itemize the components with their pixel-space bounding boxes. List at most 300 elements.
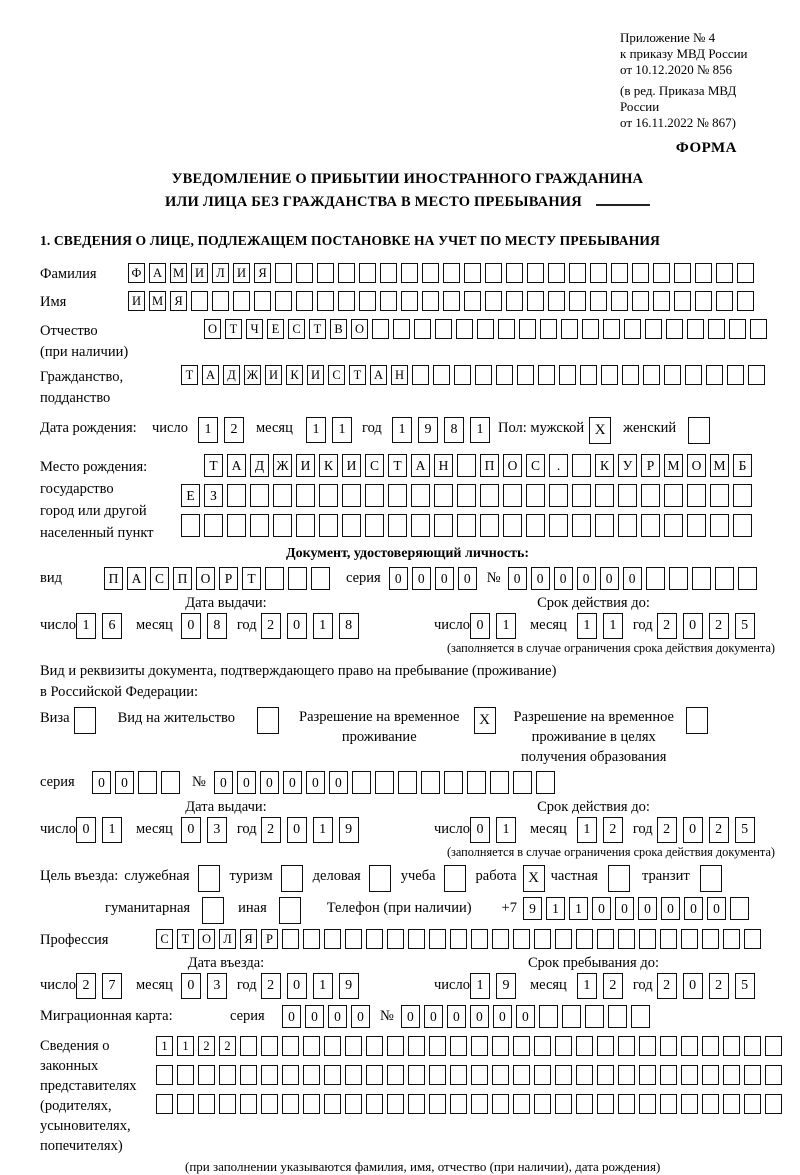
char-box[interactable] xyxy=(471,1036,488,1056)
char-box[interactable] xyxy=(338,291,355,311)
char-box[interactable] xyxy=(611,263,628,283)
char-box[interactable]: З xyxy=(204,484,223,507)
char-box[interactable] xyxy=(498,319,515,339)
char-box[interactable] xyxy=(737,291,754,311)
char-box[interactable] xyxy=(603,319,620,339)
char-box[interactable] xyxy=(401,291,418,311)
char-box[interactable] xyxy=(311,567,330,590)
char-box[interactable] xyxy=(681,1036,698,1056)
char-box[interactable]: 1 xyxy=(313,817,333,843)
char-box[interactable] xyxy=(569,263,586,283)
char-box[interactable]: Б xyxy=(733,454,752,477)
char-box[interactable] xyxy=(645,319,662,339)
checkbox-temp-residence-edu[interactable] xyxy=(686,707,708,734)
char-box[interactable]: Д xyxy=(223,365,240,385)
char-box[interactable] xyxy=(282,1036,299,1056)
char-box[interactable] xyxy=(601,365,618,385)
char-box[interactable]: М xyxy=(710,454,729,477)
char-box[interactable]: М xyxy=(664,454,683,477)
char-box[interactable] xyxy=(559,365,576,385)
char-box[interactable] xyxy=(450,1065,467,1085)
char-box[interactable] xyxy=(618,514,637,537)
char-box[interactable] xyxy=(408,1065,425,1085)
char-box[interactable] xyxy=(450,1094,467,1114)
char-box[interactable]: 2 xyxy=(224,417,244,443)
char-box[interactable] xyxy=(653,263,670,283)
char-box[interactable]: 1 xyxy=(577,973,597,999)
char-box[interactable] xyxy=(706,365,723,385)
char-box[interactable] xyxy=(580,365,597,385)
char-box[interactable] xyxy=(138,771,157,794)
char-box[interactable]: О xyxy=(503,454,522,477)
char-box[interactable] xyxy=(282,1065,299,1085)
char-box[interactable] xyxy=(526,514,545,537)
char-box[interactable]: С xyxy=(288,319,305,339)
char-box[interactable]: 0 xyxy=(328,1005,347,1028)
char-box[interactable] xyxy=(549,484,568,507)
char-box[interactable] xyxy=(618,929,635,949)
char-box[interactable] xyxy=(660,1065,677,1085)
char-box[interactable] xyxy=(433,365,450,385)
char-box[interactable]: 9 xyxy=(339,973,359,999)
char-box[interactable] xyxy=(576,1094,593,1114)
char-box[interactable]: 0 xyxy=(282,1005,301,1028)
char-box[interactable]: 2 xyxy=(709,817,729,843)
char-box[interactable] xyxy=(422,263,439,283)
char-box[interactable]: 0 xyxy=(181,817,201,843)
char-box[interactable]: В xyxy=(330,319,347,339)
checkbox-business[interactable] xyxy=(369,865,391,892)
char-box[interactable]: 0 xyxy=(470,613,490,639)
char-box[interactable]: О xyxy=(196,567,215,590)
char-box[interactable]: 7 xyxy=(102,973,122,999)
char-box[interactable] xyxy=(695,263,712,283)
char-box[interactable]: 0 xyxy=(470,1005,489,1028)
char-box[interactable]: 1 xyxy=(313,973,333,999)
char-box[interactable]: 1 xyxy=(470,417,490,443)
char-box[interactable] xyxy=(765,1094,782,1114)
char-box[interactable] xyxy=(646,567,665,590)
char-box[interactable] xyxy=(366,1065,383,1085)
char-box[interactable]: 0 xyxy=(412,567,431,590)
char-box[interactable]: 0 xyxy=(508,567,527,590)
char-box[interactable]: 0 xyxy=(181,973,201,999)
char-box[interactable]: 0 xyxy=(592,897,611,920)
char-box[interactable]: 1 xyxy=(470,973,490,999)
char-box[interactable] xyxy=(748,365,765,385)
char-box[interactable]: 8 xyxy=(444,417,464,443)
char-box[interactable] xyxy=(393,319,410,339)
char-box[interactable]: 0 xyxy=(389,567,408,590)
char-box[interactable]: 0 xyxy=(447,1005,466,1028)
char-box[interactable] xyxy=(576,1036,593,1056)
char-box[interactable] xyxy=(240,1094,257,1114)
char-box[interactable] xyxy=(750,319,767,339)
char-box[interactable]: Ч xyxy=(246,319,263,339)
char-box[interactable]: 2 xyxy=(198,1036,215,1056)
char-box[interactable] xyxy=(319,484,338,507)
char-box[interactable] xyxy=(549,514,568,537)
char-box[interactable]: И xyxy=(307,365,324,385)
char-box[interactable] xyxy=(261,1036,278,1056)
char-box[interactable]: Л xyxy=(219,929,236,949)
char-box[interactable]: 2 xyxy=(657,817,677,843)
char-box[interactable]: Т xyxy=(181,365,198,385)
checkbox-study[interactable] xyxy=(444,865,466,892)
char-box[interactable] xyxy=(622,365,639,385)
checkbox-visa[interactable] xyxy=(74,707,96,734)
char-box[interactable] xyxy=(372,319,389,339)
char-box[interactable]: 8 xyxy=(207,613,227,639)
char-box[interactable] xyxy=(464,291,481,311)
char-box[interactable]: 3 xyxy=(207,817,227,843)
char-box[interactable]: Е xyxy=(267,319,284,339)
char-box[interactable]: 1 xyxy=(496,613,516,639)
char-box[interactable]: 0 xyxy=(351,1005,370,1028)
char-box[interactable] xyxy=(345,1036,362,1056)
char-box[interactable] xyxy=(534,929,551,949)
char-box[interactable] xyxy=(618,1094,635,1114)
char-box[interactable]: Т xyxy=(242,567,261,590)
char-box[interactable]: 2 xyxy=(261,613,281,639)
char-box[interactable] xyxy=(513,771,532,794)
char-box[interactable]: А xyxy=(411,454,430,477)
char-box[interactable]: С xyxy=(526,454,545,477)
char-box[interactable]: 1 xyxy=(577,613,597,639)
char-box[interactable]: Т xyxy=(225,319,242,339)
char-box[interactable] xyxy=(457,514,476,537)
char-box[interactable] xyxy=(434,484,453,507)
char-box[interactable]: Т xyxy=(177,929,194,949)
char-box[interactable] xyxy=(387,1036,404,1056)
char-box[interactable] xyxy=(233,291,250,311)
char-box[interactable] xyxy=(585,1005,604,1028)
char-box[interactable]: О xyxy=(687,454,706,477)
char-box[interactable] xyxy=(519,319,536,339)
char-box[interactable]: Я xyxy=(170,291,187,311)
char-box[interactable]: 1 xyxy=(306,417,326,443)
char-box[interactable] xyxy=(716,291,733,311)
checkbox-private[interactable] xyxy=(608,865,630,892)
char-box[interactable]: С xyxy=(150,567,169,590)
char-box[interactable]: 0 xyxy=(623,567,642,590)
char-box[interactable] xyxy=(534,1036,551,1056)
char-box[interactable] xyxy=(674,291,691,311)
char-box[interactable] xyxy=(737,263,754,283)
char-box[interactable] xyxy=(730,897,749,920)
char-box[interactable] xyxy=(513,1094,530,1114)
char-box[interactable] xyxy=(517,365,534,385)
char-box[interactable] xyxy=(595,484,614,507)
char-box[interactable] xyxy=(467,771,486,794)
char-box[interactable]: 0 xyxy=(115,771,134,794)
char-box[interactable]: Т xyxy=(204,454,223,477)
char-box[interactable]: П xyxy=(104,567,123,590)
char-box[interactable] xyxy=(664,514,683,537)
char-box[interactable]: Д xyxy=(250,454,269,477)
char-box[interactable] xyxy=(582,319,599,339)
char-box[interactable] xyxy=(681,1094,698,1114)
char-box[interactable] xyxy=(702,1065,719,1085)
char-box[interactable] xyxy=(191,291,208,311)
char-box[interactable] xyxy=(254,291,271,311)
char-box[interactable] xyxy=(288,567,307,590)
char-box[interactable]: 0 xyxy=(181,613,201,639)
char-box[interactable]: П xyxy=(480,454,499,477)
char-box[interactable]: И xyxy=(265,365,282,385)
char-box[interactable] xyxy=(503,514,522,537)
char-box[interactable] xyxy=(723,929,740,949)
char-box[interactable]: 0 xyxy=(554,567,573,590)
char-box[interactable]: А xyxy=(227,454,246,477)
char-box[interactable]: 0 xyxy=(683,817,703,843)
char-box[interactable] xyxy=(227,514,246,537)
char-box[interactable]: Е xyxy=(181,484,200,507)
char-box[interactable] xyxy=(485,263,502,283)
char-box[interactable] xyxy=(555,1036,572,1056)
char-box[interactable]: 0 xyxy=(237,771,256,794)
char-box[interactable] xyxy=(687,484,706,507)
char-box[interactable] xyxy=(380,291,397,311)
char-box[interactable] xyxy=(156,1094,173,1114)
char-box[interactable] xyxy=(492,1065,509,1085)
char-box[interactable]: 9 xyxy=(418,417,438,443)
char-box[interactable] xyxy=(681,1065,698,1085)
char-box[interactable]: 0 xyxy=(214,771,233,794)
char-box[interactable] xyxy=(695,291,712,311)
char-box[interactable] xyxy=(429,929,446,949)
char-box[interactable]: К xyxy=(319,454,338,477)
char-box[interactable] xyxy=(660,1094,677,1114)
char-box[interactable] xyxy=(492,1036,509,1056)
char-box[interactable] xyxy=(265,567,284,590)
char-box[interactable] xyxy=(548,291,565,311)
char-box[interactable] xyxy=(492,929,509,949)
char-box[interactable]: Р xyxy=(641,454,660,477)
char-box[interactable] xyxy=(729,319,746,339)
char-box[interactable]: 0 xyxy=(305,1005,324,1028)
char-box[interactable]: М xyxy=(149,291,166,311)
char-box[interactable] xyxy=(572,454,591,477)
checkbox-other[interactable] xyxy=(279,897,301,924)
char-box[interactable] xyxy=(480,484,499,507)
char-box[interactable] xyxy=(296,263,313,283)
char-box[interactable] xyxy=(744,1065,761,1085)
checkbox-transit[interactable] xyxy=(700,865,722,892)
char-box[interactable]: 0 xyxy=(283,771,302,794)
char-box[interactable] xyxy=(569,291,586,311)
char-box[interactable] xyxy=(388,484,407,507)
char-box[interactable] xyxy=(506,291,523,311)
char-box[interactable] xyxy=(250,484,269,507)
char-box[interactable] xyxy=(457,454,476,477)
char-box[interactable]: А xyxy=(149,263,166,283)
char-box[interactable]: 1 xyxy=(392,417,412,443)
char-box[interactable] xyxy=(639,1065,656,1085)
char-box[interactable]: 1 xyxy=(102,817,122,843)
char-box[interactable] xyxy=(240,1036,257,1056)
char-box[interactable] xyxy=(513,1065,530,1085)
checkbox-male[interactable]: X xyxy=(589,417,611,444)
checkbox-official[interactable] xyxy=(198,865,220,892)
char-box[interactable] xyxy=(273,514,292,537)
char-box[interactable] xyxy=(443,291,460,311)
char-box[interactable] xyxy=(317,263,334,283)
char-box[interactable]: 0 xyxy=(683,973,703,999)
char-box[interactable]: 5 xyxy=(735,613,755,639)
char-box[interactable]: 1 xyxy=(546,897,565,920)
char-box[interactable] xyxy=(282,1094,299,1114)
char-box[interactable] xyxy=(454,365,471,385)
char-box[interactable] xyxy=(324,1065,341,1085)
char-box[interactable]: 0 xyxy=(638,897,657,920)
checkbox-residence-permit[interactable] xyxy=(257,707,279,734)
char-box[interactable] xyxy=(653,291,670,311)
char-box[interactable] xyxy=(429,1094,446,1114)
char-box[interactable] xyxy=(527,263,544,283)
char-box[interactable] xyxy=(359,291,376,311)
char-box[interactable]: И xyxy=(296,454,315,477)
char-box[interactable]: 2 xyxy=(657,613,677,639)
char-box[interactable] xyxy=(275,263,292,283)
char-box[interactable] xyxy=(527,291,544,311)
char-box[interactable]: 2 xyxy=(603,973,623,999)
char-box[interactable] xyxy=(319,514,338,537)
char-box[interactable]: 2 xyxy=(261,817,281,843)
char-box[interactable] xyxy=(240,1065,257,1085)
char-box[interactable]: 0 xyxy=(470,817,490,843)
char-box[interactable] xyxy=(723,1065,740,1085)
char-box[interactable] xyxy=(177,1065,194,1085)
char-box[interactable] xyxy=(513,1036,530,1056)
char-box[interactable]: 1 xyxy=(156,1036,173,1056)
char-box[interactable]: 0 xyxy=(260,771,279,794)
char-box[interactable] xyxy=(464,263,481,283)
char-box[interactable] xyxy=(480,514,499,537)
char-box[interactable] xyxy=(421,771,440,794)
char-box[interactable] xyxy=(435,319,452,339)
char-box[interactable]: . xyxy=(549,454,568,477)
char-box[interactable] xyxy=(597,1065,614,1085)
char-box[interactable] xyxy=(681,929,698,949)
char-box[interactable] xyxy=(632,263,649,283)
char-box[interactable] xyxy=(715,567,734,590)
char-box[interactable]: 0 xyxy=(516,1005,535,1028)
char-box[interactable] xyxy=(475,365,492,385)
char-box[interactable]: 1 xyxy=(177,1036,194,1056)
char-box[interactable] xyxy=(434,514,453,537)
char-box[interactable]: 2 xyxy=(76,973,96,999)
char-box[interactable] xyxy=(492,1094,509,1114)
char-box[interactable] xyxy=(506,263,523,283)
char-box[interactable]: 0 xyxy=(424,1005,443,1028)
char-box[interactable] xyxy=(411,514,430,537)
char-box[interactable]: Р xyxy=(219,567,238,590)
char-box[interactable] xyxy=(710,514,729,537)
char-box[interactable]: 0 xyxy=(306,771,325,794)
char-box[interactable]: С xyxy=(328,365,345,385)
char-box[interactable]: И xyxy=(191,263,208,283)
char-box[interactable] xyxy=(282,929,299,949)
char-box[interactable] xyxy=(555,929,572,949)
checkbox-tourism[interactable] xyxy=(281,865,303,892)
char-box[interactable]: 2 xyxy=(219,1036,236,1056)
char-box[interactable] xyxy=(539,1005,558,1028)
char-box[interactable] xyxy=(219,1065,236,1085)
char-box[interactable]: Р xyxy=(261,929,278,949)
char-box[interactable]: М xyxy=(170,263,187,283)
char-box[interactable] xyxy=(324,1094,341,1114)
char-box[interactable] xyxy=(632,291,649,311)
char-box[interactable]: 0 xyxy=(76,817,96,843)
char-box[interactable] xyxy=(375,771,394,794)
char-box[interactable]: 1 xyxy=(76,613,96,639)
char-box[interactable] xyxy=(687,514,706,537)
char-box[interactable] xyxy=(723,1094,740,1114)
char-box[interactable] xyxy=(181,514,200,537)
char-box[interactable]: 1 xyxy=(198,417,218,443)
char-box[interactable]: 1 xyxy=(496,817,516,843)
checkbox-work[interactable]: X xyxy=(523,865,545,892)
char-box[interactable] xyxy=(765,1036,782,1056)
char-box[interactable] xyxy=(708,319,725,339)
char-box[interactable] xyxy=(450,929,467,949)
char-box[interactable] xyxy=(496,365,513,385)
char-box[interactable]: 0 xyxy=(92,771,111,794)
char-box[interactable]: 2 xyxy=(709,613,729,639)
char-box[interactable] xyxy=(352,771,371,794)
char-box[interactable]: 0 xyxy=(615,897,634,920)
char-box[interactable]: 0 xyxy=(329,771,348,794)
char-box[interactable] xyxy=(548,263,565,283)
char-box[interactable]: О xyxy=(198,929,215,949)
char-box[interactable] xyxy=(366,929,383,949)
char-box[interactable] xyxy=(398,771,417,794)
char-box[interactable]: Н xyxy=(391,365,408,385)
char-box[interactable]: 2 xyxy=(709,973,729,999)
char-box[interactable] xyxy=(733,514,752,537)
char-box[interactable] xyxy=(666,319,683,339)
char-box[interactable] xyxy=(526,484,545,507)
char-box[interactable]: Я xyxy=(240,929,257,949)
char-box[interactable]: 1 xyxy=(332,417,352,443)
char-box[interactable] xyxy=(161,771,180,794)
char-box[interactable] xyxy=(429,1065,446,1085)
char-box[interactable] xyxy=(597,929,614,949)
char-box[interactable]: 2 xyxy=(261,973,281,999)
char-box[interactable] xyxy=(716,263,733,283)
char-box[interactable] xyxy=(738,567,757,590)
char-box[interactable] xyxy=(618,1065,635,1085)
char-box[interactable] xyxy=(744,1094,761,1114)
char-box[interactable] xyxy=(365,484,384,507)
char-box[interactable] xyxy=(422,291,439,311)
char-box[interactable]: 0 xyxy=(707,897,726,920)
char-box[interactable]: К xyxy=(286,365,303,385)
char-box[interactable] xyxy=(669,567,688,590)
char-box[interactable] xyxy=(618,484,637,507)
char-box[interactable] xyxy=(744,1036,761,1056)
char-box[interactable] xyxy=(538,365,555,385)
char-box[interactable] xyxy=(342,514,361,537)
char-box[interactable] xyxy=(641,484,660,507)
char-box[interactable] xyxy=(387,1094,404,1114)
char-box[interactable]: 0 xyxy=(493,1005,512,1028)
char-box[interactable]: 9 xyxy=(339,817,359,843)
char-box[interactable] xyxy=(408,1094,425,1114)
char-box[interactable]: 0 xyxy=(287,613,307,639)
char-box[interactable] xyxy=(324,1036,341,1056)
